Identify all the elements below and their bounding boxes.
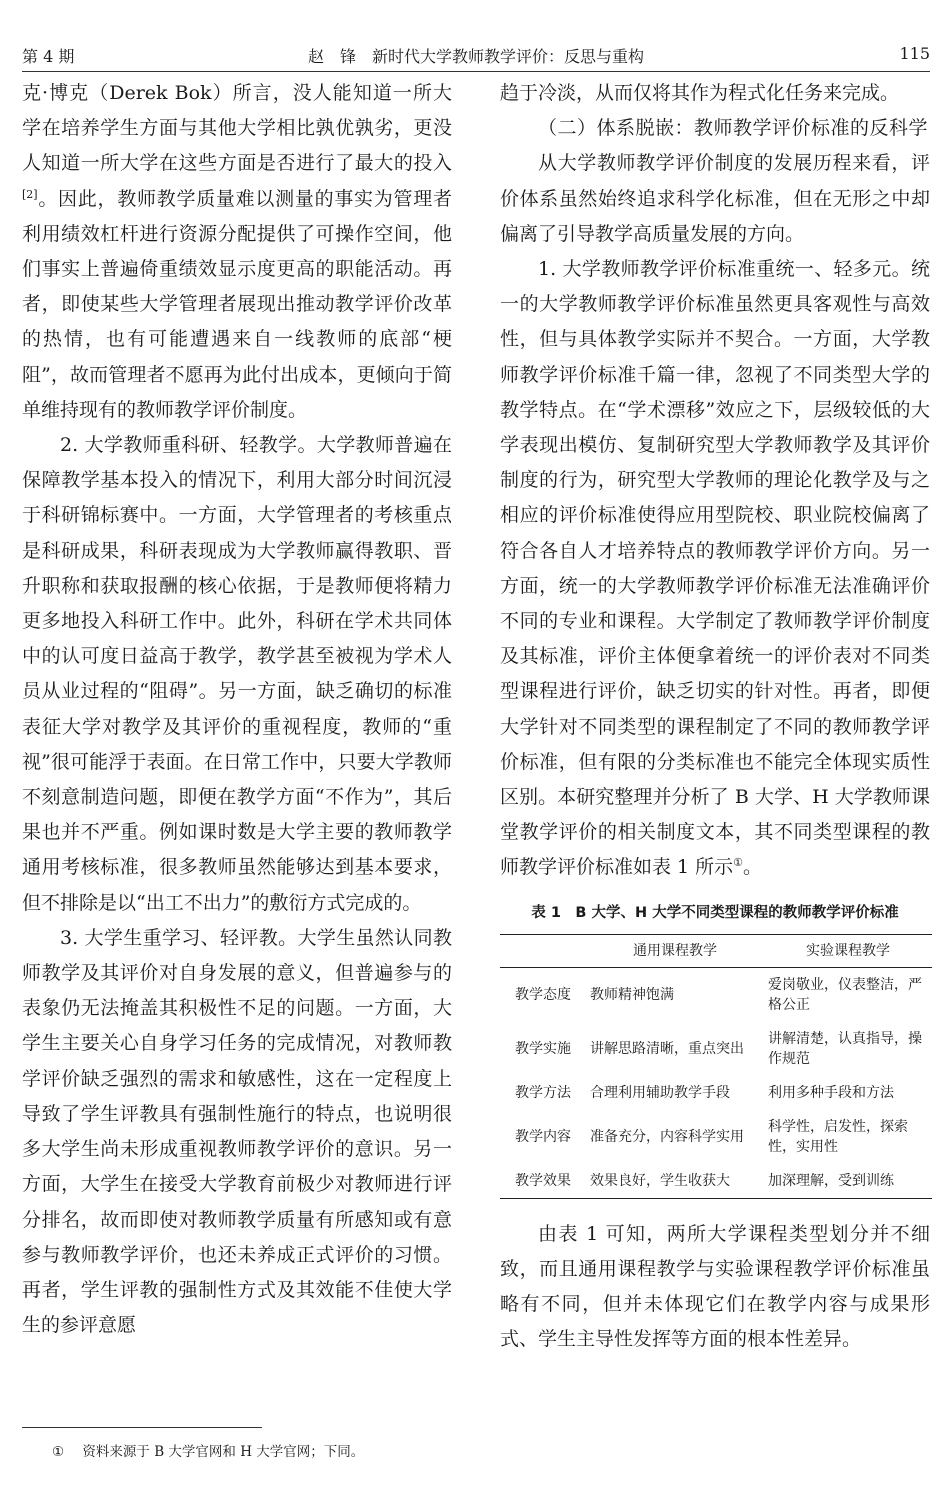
paragraph-text: 1. 大学教师教学评价标准重统一、轻多元。统一的大学教师教学评价标准虽然更具客观性与高效性，但与具体教学实际并不契合。一方面，大学教师教学评价标准千篇一律，忽视了不同类型大学的教学特点。在“学术漂移”效应之下，层级较低的大学表现出模仿、复制研究型大学教师教学及其评价制度的行为，研究型大学教师的理论化教学及与之相应的评价标准使得应用型院校、职业院校偏离了符合各自人才培养特点的教师教学评价方向。另一方面，统一的大学教师教学评价标准无法准确评价不同的专业和课程。大学制定了教师教学评价制度及其标准，评价主体便拿着统一的评价表对不同类型课程进行评价，缺乏切实的针对性。再者，即便大学针对不同类型的课程制定了不同的教师教学评价标准，但有限的分类标准也不能完全体现实质性区别。本研究整理并分析了 B 大学、H 大学教师课堂教学评价的相关制度文本，其不同类型课程的教师教学评价标准如表 1 所示 (500, 258, 930, 879)
footnote-marker: ① (52, 1444, 65, 1460)
table-header-cell: 通用课程教学 (586, 934, 764, 967)
left-column (22, 76, 452, 1426)
section-heading: （二）体系脱嵌：教师教学评价标准的反科学 (538, 117, 929, 140)
paragraph (22, 76, 452, 428)
table-cell: 加深理解，受到训练 (764, 1164, 932, 1199)
table-cell: 讲解思路清晰，重点突出 (590, 1040, 744, 1057)
footnote-text: 资料来源于 B 大学官网和 H 大学官网；下同。 (82, 1444, 365, 1460)
table-header-row (500, 934, 932, 967)
paragraph: 从大学教师教学评价制度的发展历程来看，评价体系虽然始终追求科学化标准，但在无形之中却偏离了引导教学高质量发展的方向。 (500, 152, 930, 245)
paragraph: 2. 大学教师重科研、轻教学。大学教师普遍在保障教学基本投入的情况下，利用大部分时间沉浸于科研锦标赛中。一方面，大学管理者的考核重点是科研成果，科研表现成为大学教师赢得教职、晋升职称和获取报酬的核心依据，于是教师便将精力更多地投入科研工作中。此外，科研在学术共同体中的认可度日益高于教学，教学甚至被视为学术人员从业过程的“阻碍”。另一方面，缺乏确切的标准表征大学对教学及其评价的重视程度，教师的“重视”很可能浮于表面。在日常工作中，只要大学教师不刻意制造问题，即便在教学方面“不作为”，其后果也并不严重。例如课时数是大学主要的教师教学通用考核标准，很多教师虽然能够达到基本要求，但不排除是以“出工不出力”的敷衍方式完成的。 (22, 434, 452, 914)
table-cell: 讲解清楚，认真指导，操作规范 (768, 1030, 922, 1067)
page-header (22, 44, 930, 70)
paragraph-text: 克·博克（Derek Bok）所言，没人能知道一所大学在培养学生方面与其他大学相比孰优孰劣，更没人知道一所大学在这些方面是否进行了最大的投入 (22, 82, 452, 175)
paragraph-text: 。 (743, 856, 763, 879)
evaluation-standards-table (500, 934, 932, 1199)
table-cell: 科学性，启发性，探索性，实用性 (768, 1118, 908, 1155)
table-cell: 利用多种手段和方法 (768, 1084, 894, 1101)
table-cell: 合理利用辅助教学手段 (590, 1084, 730, 1101)
table-cell: 准备充分，内容科学实用 (590, 1128, 744, 1145)
table-caption: 表 1 B 大学、H 大学不同类型课程的教师教学评价标准 (531, 904, 899, 921)
table-row (500, 1076, 932, 1110)
row-header-cell: 教学内容 (515, 1128, 571, 1145)
table-cell: 爱岗敬业，仪表整洁，严格公正 (768, 976, 922, 1013)
table-row (500, 1022, 932, 1076)
row-header-cell: 教学效果 (500, 1164, 586, 1199)
table-header-cell: 实验课程教学 (764, 934, 932, 967)
header-rule (22, 71, 930, 72)
right-column (500, 76, 930, 1426)
running-title: 赵 锋 新时代大学教师教学评价：反思与重构 (307, 47, 644, 66)
reference-marker: [2] (22, 187, 38, 201)
table-cell: 效果良好，学生收获大 (586, 1164, 764, 1199)
footnote-marker: ① (733, 856, 744, 870)
table-row (500, 1110, 932, 1164)
row-header-cell: 教学实施 (515, 1040, 571, 1057)
footnote (52, 1440, 364, 1460)
row-header-cell: 教学方法 (515, 1084, 571, 1101)
row-header-cell: 教学态度 (515, 986, 571, 1003)
paragraph: 由表 1 可知，两所大学课程类型划分并不细致，而且通用课程教学与实验课程教学评价标准虽略有不同，但并未体现它们在教学内容与成果形式、学生主导性发挥等方面的根本性差异。 (500, 1222, 930, 1351)
table-header-cell (500, 934, 586, 967)
paragraph: 3. 大学生重学习、轻评教。大学生虽然认同教师教学及其评价对自身发展的意义，但普遍参与的表象仍无法掩盖其积极性不足的问题。一方面，大学生主要关心自身学习任务的完成情况，对教师教学评价缺乏强烈的需求和敏感性，这在一定程度上导致了学生评教具有强制性施行的特点，也说明很多大学生尚未形成重视教师教学评价的意识。另一方面，大学生在接受大学教育前极少对教师进行评分排名，故而即使对教师教学质量有所感知或有意参与教师教学评价，也还未养成正式评价的习惯。再者，学生评教的强制性方式及其效能不佳使大学生的参评意愿 (22, 926, 452, 1337)
paragraph (500, 252, 930, 886)
table-row (500, 967, 932, 1022)
table-cell: 教师精神饱满 (590, 986, 674, 1003)
issue-number: 第 4 期 (22, 47, 75, 66)
paragraph: 趋于冷淡，从而仅将其作为程式化任务来完成。 (500, 82, 900, 104)
paragraph-text: 。因此，教师教学质量难以测量的事实为管理者利用绩效杠杆进行资源分配提供了可操作空间，他们事实上普遍倚重绩效显示度更高的职能活动。再者，即使某些大学管理者展现出推动教学评价改革的热情，也有可能遭遇来自一线教师的底部“梗阻”，故而管理者不愿再为此付出成本，更倾向于简单维持现有的教师教学评价制度。 (22, 187, 452, 421)
footnote-rule (22, 1427, 262, 1428)
page-number: 115 (899, 44, 930, 63)
table-row (500, 1164, 932, 1199)
